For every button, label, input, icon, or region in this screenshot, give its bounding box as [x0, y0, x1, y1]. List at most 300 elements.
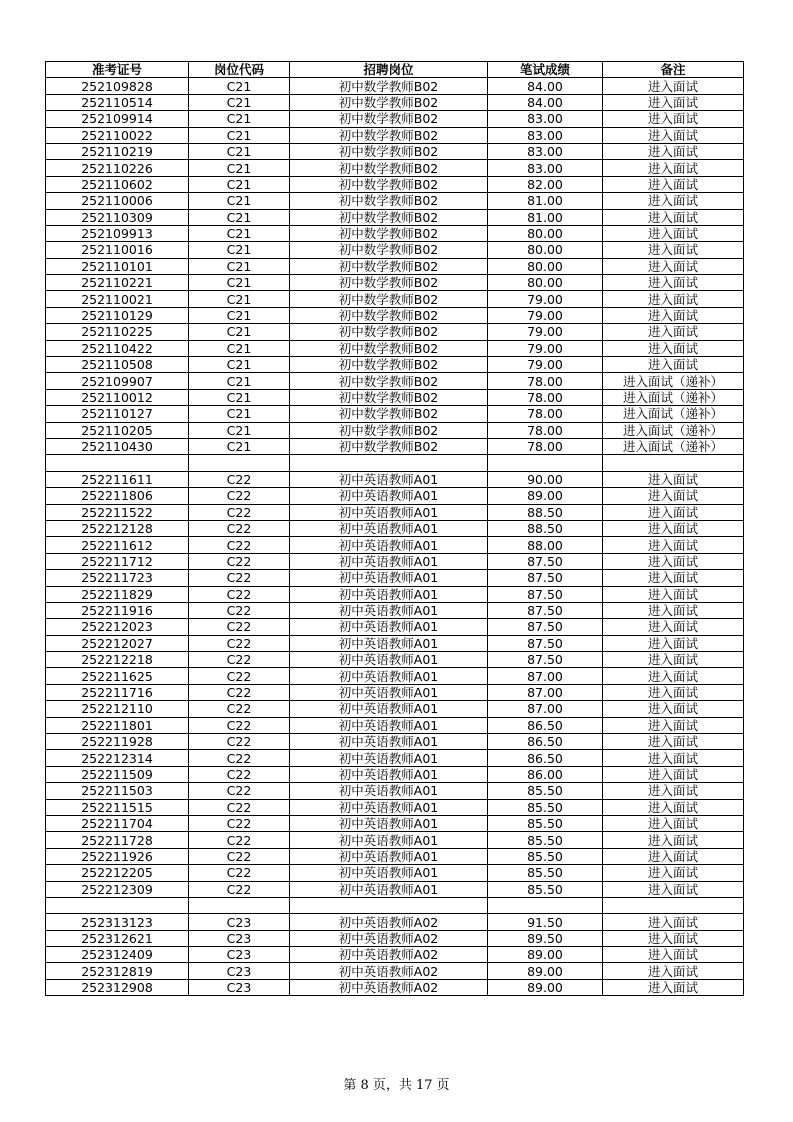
exam-id-cell: 252211704 — [46, 815, 189, 831]
table-row — [46, 750, 744, 766]
table-row — [46, 225, 744, 241]
header-remark: 备注 — [603, 62, 744, 78]
remark-cell: 进入面试 — [603, 94, 744, 110]
exam-id-cell: 252110219 — [46, 143, 189, 159]
remark-cell: 进入面试（递补） — [603, 406, 744, 422]
post-name-cell — [290, 455, 488, 471]
post-name-cell — [290, 897, 488, 913]
post-code-cell: C22 — [189, 619, 290, 635]
post-code-cell: C22 — [189, 504, 290, 520]
exam-id-cell: 252211806 — [46, 488, 189, 504]
post-name-cell: 初中英语教师A01 — [290, 815, 488, 831]
remark-cell: 进入面试 — [603, 914, 744, 930]
remark-cell: 进入面试 — [603, 848, 744, 864]
exam-id-cell: 252211928 — [46, 734, 189, 750]
remark-cell: 进入面试 — [603, 963, 744, 979]
exam-id-cell: 252212128 — [46, 520, 189, 536]
remark-cell: 进入面试 — [603, 701, 744, 717]
exam-id-cell: 252110021 — [46, 291, 189, 307]
exam-id-cell: 252211829 — [46, 586, 189, 602]
remark-cell: 进入面试 — [603, 357, 744, 373]
post-code-cell: C22 — [189, 471, 290, 487]
header-written-score: 笔试成绩 — [488, 62, 603, 78]
post-name-cell: 初中数学教师B02 — [290, 422, 488, 438]
exam-id-cell: 252110016 — [46, 242, 189, 258]
post-name-cell: 初中英语教师A01 — [290, 586, 488, 602]
score-cell: 81.00 — [488, 193, 603, 209]
score-cell: 87.50 — [488, 553, 603, 569]
post-code-cell: C21 — [189, 438, 290, 454]
exam-id-cell: 252211611 — [46, 471, 189, 487]
score-cell — [488, 455, 603, 471]
remark-cell: 进入面试 — [603, 127, 744, 143]
exam-id-cell: 252110221 — [46, 275, 189, 291]
post-name-cell: 初中英语教师A01 — [290, 717, 488, 733]
table-row — [46, 914, 744, 930]
post-code-cell: C21 — [189, 389, 290, 405]
post-code-cell: C21 — [189, 111, 290, 127]
exam-id-cell — [46, 455, 189, 471]
remark-cell: 进入面试 — [603, 111, 744, 127]
remark-cell: 进入面试 — [603, 734, 744, 750]
post-name-cell: 初中英语教师A01 — [290, 635, 488, 651]
table-row — [46, 799, 744, 815]
exam-id-cell: 252211509 — [46, 766, 189, 782]
table-row — [46, 815, 744, 831]
exam-id-cell: 252109914 — [46, 111, 189, 127]
remark-cell: 进入面试 — [603, 209, 744, 225]
score-cell: 90.00 — [488, 471, 603, 487]
post-name-cell: 初中英语教师A01 — [290, 881, 488, 897]
remark-cell: 进入面试 — [603, 340, 744, 356]
exam-id-cell: 252212027 — [46, 635, 189, 651]
exam-id-cell — [46, 897, 189, 913]
remark-cell: 进入面试（递补） — [603, 373, 744, 389]
table-row — [46, 717, 744, 733]
score-cell: 89.00 — [488, 488, 603, 504]
table-row — [46, 553, 744, 569]
post-code-cell: C21 — [189, 242, 290, 258]
table-row — [46, 111, 744, 127]
post-name-cell: 初中英语教师A01 — [290, 832, 488, 848]
remark-cell: 进入面试 — [603, 553, 744, 569]
post-name-cell: 初中数学教师B02 — [290, 111, 488, 127]
score-cell: 87.50 — [488, 602, 603, 618]
post-code-cell: C22 — [189, 701, 290, 717]
remark-cell: 进入面试 — [603, 783, 744, 799]
remark-cell: 进入面试 — [603, 652, 744, 668]
post-name-cell: 初中英语教师A01 — [290, 602, 488, 618]
post-name-cell: 初中英语教师A01 — [290, 701, 488, 717]
score-cell: 91.50 — [488, 914, 603, 930]
post-name-cell: 初中英语教师A02 — [290, 979, 488, 995]
exam-id-cell: 252212205 — [46, 865, 189, 881]
exam-id-cell: 252212110 — [46, 701, 189, 717]
post-name-cell: 初中数学教师B02 — [290, 389, 488, 405]
post-name-cell: 初中数学教师B02 — [290, 357, 488, 373]
exam-id-cell: 252110225 — [46, 324, 189, 340]
table-row — [46, 143, 744, 159]
score-cell: 89.00 — [488, 963, 603, 979]
remark-cell: 进入面试 — [603, 258, 744, 274]
table-row — [46, 471, 744, 487]
score-cell: 88.00 — [488, 537, 603, 553]
table-row — [46, 734, 744, 750]
table-row — [46, 963, 744, 979]
post-name-cell: 初中数学教师B02 — [290, 160, 488, 176]
score-cell: 87.00 — [488, 684, 603, 700]
post-code-cell: C21 — [189, 176, 290, 192]
remark-cell: 进入面试 — [603, 78, 744, 94]
table-header-row — [46, 62, 744, 78]
table-row — [46, 602, 744, 618]
score-cell: 78.00 — [488, 422, 603, 438]
score-cell: 84.00 — [488, 94, 603, 110]
score-cell: 79.00 — [488, 291, 603, 307]
score-cell: 85.50 — [488, 815, 603, 831]
post-code-cell: C22 — [189, 488, 290, 504]
post-code-cell: C21 — [189, 127, 290, 143]
post-code-cell: C21 — [189, 373, 290, 389]
table-row — [46, 455, 744, 471]
table-row — [46, 193, 744, 209]
table-row — [46, 209, 744, 225]
post-name-cell: 初中数学教师B02 — [290, 406, 488, 422]
score-cell: 87.50 — [488, 586, 603, 602]
score-cell: 85.50 — [488, 848, 603, 864]
post-name-cell: 初中数学教师B02 — [290, 143, 488, 159]
post-name-cell: 初中英语教师A01 — [290, 652, 488, 668]
exam-id-cell: 252110205 — [46, 422, 189, 438]
score-cell: 89.50 — [488, 930, 603, 946]
post-code-cell: C22 — [189, 684, 290, 700]
post-code-cell — [189, 455, 290, 471]
remark-cell: 进入面试 — [603, 160, 744, 176]
score-cell — [488, 897, 603, 913]
remark-cell: 进入面试 — [603, 586, 744, 602]
table-row — [46, 160, 744, 176]
remark-cell: 进入面试 — [603, 307, 744, 323]
score-cell: 83.00 — [488, 160, 603, 176]
exam-id-cell: 252312908 — [46, 979, 189, 995]
exam-id-cell: 252110022 — [46, 127, 189, 143]
post-name-cell: 初中英语教师A01 — [290, 783, 488, 799]
remark-cell: 进入面试（递补） — [603, 438, 744, 454]
score-table — [45, 61, 744, 996]
table-row — [46, 570, 744, 586]
score-cell: 85.50 — [488, 832, 603, 848]
score-cell: 89.00 — [488, 979, 603, 995]
post-code-cell: C23 — [189, 963, 290, 979]
score-cell: 80.00 — [488, 275, 603, 291]
post-name-cell: 初中英语教师A01 — [290, 619, 488, 635]
table-row — [46, 930, 744, 946]
exam-id-cell: 252211612 — [46, 537, 189, 553]
post-code-cell: C21 — [189, 94, 290, 110]
table-row — [46, 979, 744, 995]
post-name-cell: 初中数学教师B02 — [290, 242, 488, 258]
score-cell: 87.50 — [488, 570, 603, 586]
remark-cell: 进入面试 — [603, 979, 744, 995]
post-code-cell: C21 — [189, 340, 290, 356]
score-cell: 89.00 — [488, 947, 603, 963]
post-name-cell: 初中数学教师B02 — [290, 291, 488, 307]
score-cell: 82.00 — [488, 176, 603, 192]
score-cell: 87.50 — [488, 652, 603, 668]
score-cell: 80.00 — [488, 225, 603, 241]
post-name-cell: 初中英语教师A01 — [290, 488, 488, 504]
table-row — [46, 766, 744, 782]
table-row — [46, 291, 744, 307]
table-row — [46, 701, 744, 717]
page-number: 第 8 页，共 17 页 — [343, 1078, 450, 1093]
post-code-cell: C22 — [189, 586, 290, 602]
table-row — [46, 652, 744, 668]
table-row — [46, 438, 744, 454]
exam-id-cell: 252110127 — [46, 406, 189, 422]
post-name-cell: 初中英语教师A01 — [290, 750, 488, 766]
table-row — [46, 520, 744, 536]
remark-cell: 进入面试 — [603, 619, 744, 635]
post-name-cell: 初中英语教师A01 — [290, 520, 488, 536]
post-code-cell: C22 — [189, 848, 290, 864]
post-name-cell: 初中英语教师A01 — [290, 848, 488, 864]
table-row — [46, 947, 744, 963]
score-cell: 83.00 — [488, 127, 603, 143]
remark-cell: 进入面试 — [603, 504, 744, 520]
exam-id-cell: 252109907 — [46, 373, 189, 389]
table-row — [46, 586, 744, 602]
post-code-cell: C22 — [189, 815, 290, 831]
remark-cell: 进入面试 — [603, 865, 744, 881]
post-code-cell: C21 — [189, 275, 290, 291]
exam-id-cell: 252313123 — [46, 914, 189, 930]
post-code-cell: C23 — [189, 914, 290, 930]
score-cell: 78.00 — [488, 389, 603, 405]
post-name-cell: 初中英语教师A01 — [290, 537, 488, 553]
score-cell: 87.00 — [488, 701, 603, 717]
remark-cell: 进入面试 — [603, 832, 744, 848]
post-code-cell: C23 — [189, 947, 290, 963]
post-code-cell: C21 — [189, 422, 290, 438]
score-cell: 83.00 — [488, 111, 603, 127]
remark-cell: 进入面试 — [603, 602, 744, 618]
remark-cell — [603, 897, 744, 913]
table-row — [46, 488, 744, 504]
table-row — [46, 389, 744, 405]
remark-cell: 进入面试 — [603, 635, 744, 651]
remark-cell: 进入面试 — [603, 176, 744, 192]
score-cell: 87.00 — [488, 668, 603, 684]
post-code-cell: C23 — [189, 930, 290, 946]
post-name-cell: 初中数学教师B02 — [290, 176, 488, 192]
post-code-cell: C22 — [189, 635, 290, 651]
remark-cell: 进入面试（递补） — [603, 389, 744, 405]
table-row — [46, 242, 744, 258]
post-name-cell: 初中数学教师B02 — [290, 438, 488, 454]
header-post-code: 岗位代码 — [189, 62, 290, 78]
post-name-cell: 初中英语教师A01 — [290, 734, 488, 750]
post-name-cell: 初中数学教师B02 — [290, 94, 488, 110]
post-name-cell: 初中数学教师B02 — [290, 275, 488, 291]
post-code-cell — [189, 897, 290, 913]
score-cell: 86.50 — [488, 734, 603, 750]
post-code-cell: C22 — [189, 652, 290, 668]
post-name-cell: 初中数学教师B02 — [290, 225, 488, 241]
header-post-name: 招聘岗位 — [290, 62, 488, 78]
post-name-cell: 初中数学教师B02 — [290, 258, 488, 274]
post-code-cell: C21 — [189, 324, 290, 340]
table-row — [46, 275, 744, 291]
score-cell: 85.50 — [488, 783, 603, 799]
remark-cell: 进入面试 — [603, 684, 744, 700]
table-row — [46, 258, 744, 274]
exam-id-cell: 252110006 — [46, 193, 189, 209]
post-code-cell: C22 — [189, 553, 290, 569]
table-row — [46, 176, 744, 192]
remark-cell: 进入面试 — [603, 143, 744, 159]
post-name-cell: 初中英语教师A01 — [290, 668, 488, 684]
score-cell: 78.00 — [488, 406, 603, 422]
post-code-cell: C21 — [189, 307, 290, 323]
exam-id-cell: 252211926 — [46, 848, 189, 864]
post-name-cell: 初中英语教师A01 — [290, 766, 488, 782]
remark-cell: 进入面试 — [603, 799, 744, 815]
post-name-cell: 初中数学教师B02 — [290, 78, 488, 94]
remark-cell: 进入面试 — [603, 668, 744, 684]
post-name-cell: 初中英语教师A01 — [290, 799, 488, 815]
remark-cell: 进入面试 — [603, 471, 744, 487]
post-name-cell: 初中英语教师A02 — [290, 947, 488, 963]
table-row — [46, 357, 744, 373]
table-row — [46, 340, 744, 356]
table-row — [46, 78, 744, 94]
score-cell: 86.50 — [488, 750, 603, 766]
table-row — [46, 422, 744, 438]
table-row — [46, 537, 744, 553]
post-code-cell: C22 — [189, 881, 290, 897]
post-code-cell: C21 — [189, 209, 290, 225]
score-cell: 79.00 — [488, 357, 603, 373]
remark-cell: 进入面试 — [603, 193, 744, 209]
score-cell: 78.00 — [488, 438, 603, 454]
table-row — [46, 635, 744, 651]
exam-id-cell: 252110602 — [46, 176, 189, 192]
score-cell: 85.50 — [488, 799, 603, 815]
post-code-cell: C21 — [189, 406, 290, 422]
post-name-cell: 初中英语教师A02 — [290, 914, 488, 930]
post-code-cell: C22 — [189, 865, 290, 881]
table-row — [46, 619, 744, 635]
remark-cell: 进入面试 — [603, 815, 744, 831]
exam-id-cell: 252312409 — [46, 947, 189, 963]
score-cell: 79.00 — [488, 324, 603, 340]
table-row — [46, 881, 744, 897]
table-row — [46, 504, 744, 520]
table-row — [46, 832, 744, 848]
table-row — [46, 324, 744, 340]
table-row — [46, 668, 744, 684]
header-exam-id: 准考证号 — [46, 62, 189, 78]
post-name-cell: 初中英语教师A01 — [290, 684, 488, 700]
exam-id-cell: 252110508 — [46, 357, 189, 373]
exam-id-cell: 252212218 — [46, 652, 189, 668]
post-code-cell: C22 — [189, 766, 290, 782]
post-code-cell: C22 — [189, 799, 290, 815]
score-cell: 87.50 — [488, 619, 603, 635]
exam-id-cell: 252211515 — [46, 799, 189, 815]
post-name-cell: 初中英语教师A01 — [290, 865, 488, 881]
table-row — [46, 94, 744, 110]
remark-cell: 进入面试 — [603, 488, 744, 504]
table-row — [46, 897, 744, 913]
exam-id-cell: 252211801 — [46, 717, 189, 733]
score-cell: 79.00 — [488, 340, 603, 356]
exam-id-cell: 252109828 — [46, 78, 189, 94]
remark-cell: 进入面试 — [603, 930, 744, 946]
post-name-cell: 初中英语教师A02 — [290, 963, 488, 979]
exam-id-cell: 252312621 — [46, 930, 189, 946]
post-name-cell: 初中数学教师B02 — [290, 209, 488, 225]
post-name-cell: 初中数学教师B02 — [290, 127, 488, 143]
post-code-cell: C22 — [189, 832, 290, 848]
post-name-cell: 初中英语教师A01 — [290, 471, 488, 487]
exam-id-cell: 252211712 — [46, 553, 189, 569]
remark-cell: 进入面试 — [603, 242, 744, 258]
remark-cell: 进入面试 — [603, 717, 744, 733]
post-code-cell: C21 — [189, 258, 290, 274]
post-code-cell: C22 — [189, 750, 290, 766]
post-code-cell: C22 — [189, 717, 290, 733]
post-code-cell: C21 — [189, 291, 290, 307]
exam-id-cell: 252110129 — [46, 307, 189, 323]
remark-cell: 进入面试 — [603, 225, 744, 241]
remark-cell: 进入面试（递补） — [603, 422, 744, 438]
table-row — [46, 684, 744, 700]
remark-cell: 进入面试 — [603, 947, 744, 963]
remark-cell: 进入面试 — [603, 881, 744, 897]
remark-cell — [603, 455, 744, 471]
post-name-cell: 初中英语教师A01 — [290, 504, 488, 520]
exam-id-cell: 252109913 — [46, 225, 189, 241]
exam-id-cell: 252211916 — [46, 602, 189, 618]
score-cell: 80.00 — [488, 242, 603, 258]
exam-id-cell: 252110422 — [46, 340, 189, 356]
post-name-cell: 初中英语教师A02 — [290, 930, 488, 946]
exam-id-cell: 252212023 — [46, 619, 189, 635]
post-code-cell: C21 — [189, 143, 290, 159]
post-name-cell: 初中英语教师A01 — [290, 570, 488, 586]
post-name-cell: 初中数学教师B02 — [290, 307, 488, 323]
remark-cell: 进入面试 — [603, 537, 744, 553]
post-name-cell: 初中英语教师A01 — [290, 553, 488, 569]
score-cell: 87.50 — [488, 635, 603, 651]
remark-cell: 进入面试 — [603, 324, 744, 340]
table-row — [46, 406, 744, 422]
remark-cell: 进入面试 — [603, 275, 744, 291]
table-row — [46, 848, 744, 864]
table-row — [46, 865, 744, 881]
score-cell: 88.50 — [488, 520, 603, 536]
post-code-cell: C21 — [189, 78, 290, 94]
post-code-cell: C21 — [189, 357, 290, 373]
remark-cell: 进入面试 — [603, 766, 744, 782]
exam-id-cell: 252212309 — [46, 881, 189, 897]
score-cell: 78.00 — [488, 373, 603, 389]
exam-id-cell: 252110309 — [46, 209, 189, 225]
remark-cell: 进入面试 — [603, 570, 744, 586]
exam-id-cell: 252211503 — [46, 783, 189, 799]
